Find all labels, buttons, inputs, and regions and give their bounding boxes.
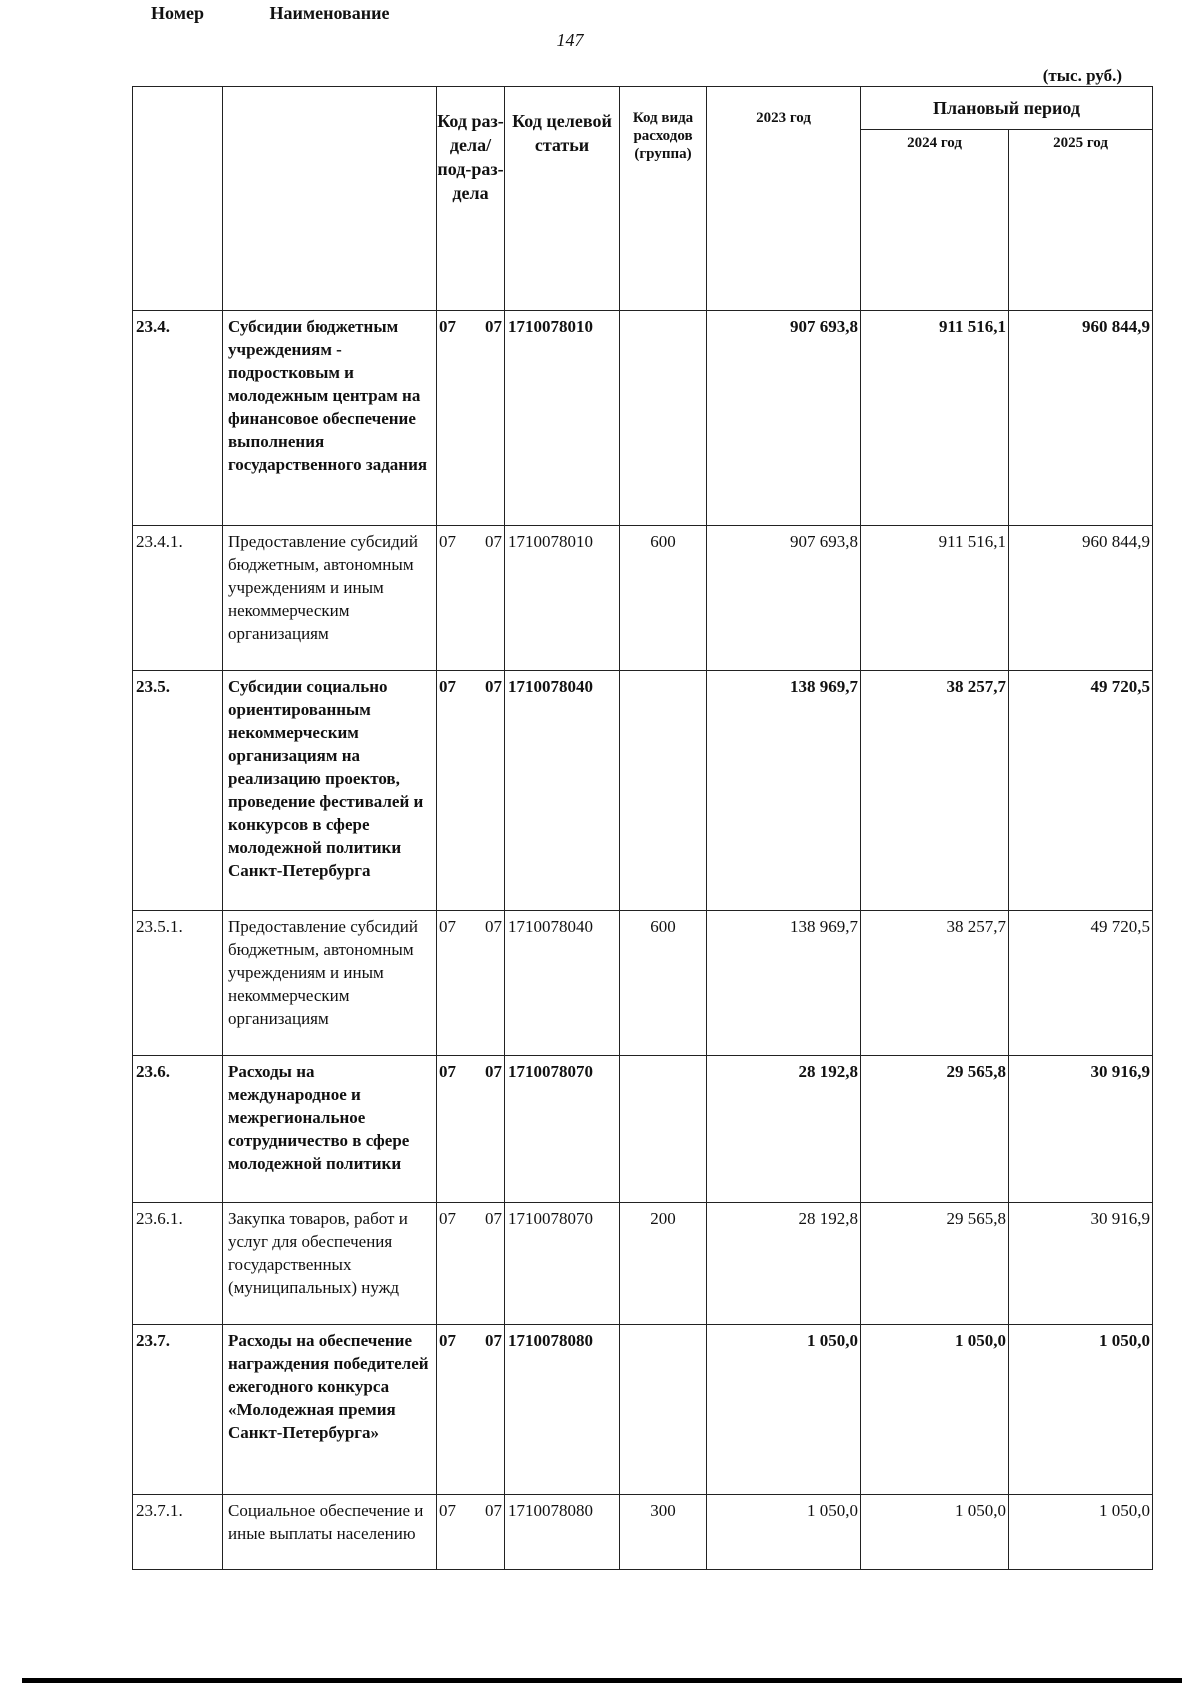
row-amount-2024: 1 050,0 xyxy=(861,1325,1009,1495)
table-row xyxy=(133,311,1153,526)
units-label: (тыс. руб.) xyxy=(1042,66,1122,85)
page-number: 147 xyxy=(556,30,584,50)
header-year-2025: 2025 год xyxy=(1009,130,1153,311)
row-number: 23.4. xyxy=(133,311,223,526)
row-section: 07 07 xyxy=(437,671,505,911)
row-target-code: 1710078040 xyxy=(505,911,620,1056)
row-amount-2025: 30 916,9 xyxy=(1009,1056,1153,1203)
row-amount-2024: 1 050,0 xyxy=(861,1495,1009,1570)
row-amount-2023: 907 693,8 xyxy=(707,311,861,526)
row-target-code: 1710078010 xyxy=(505,311,620,526)
row-number: 23.7.1. xyxy=(133,1495,223,1570)
row-amount-2023: 28 192,8 xyxy=(707,1056,861,1203)
header-target-code: Код целевой статьи xyxy=(505,87,620,311)
header-planning-period: Плановый период xyxy=(861,87,1153,130)
row-target-code: 1710078070 xyxy=(505,1056,620,1203)
row-amount-2025: 49 720,5 xyxy=(1009,911,1153,1056)
row-target-code: 1710078010 xyxy=(505,526,620,671)
row-amount-2025: 49 720,5 xyxy=(1009,671,1153,911)
row-section: 07 07 xyxy=(437,1056,505,1203)
header-name: Наименование xyxy=(223,87,437,311)
row-target-code: 1710078040 xyxy=(505,671,620,911)
row-name: Субсидии бюджетным учреждениям - подростковым и молодежным центрам на финансовое обеспечение выполнения государственного задания xyxy=(223,311,437,526)
table-row xyxy=(133,911,1153,1056)
row-amount-2024: 29 565,8 xyxy=(861,1203,1009,1325)
row-amount-2023: 138 969,7 xyxy=(707,911,861,1056)
row-number: 23.6.1. xyxy=(133,1203,223,1325)
header-section-code: Код раз-дела/ под-раз-дела xyxy=(437,87,505,311)
row-amount-2023: 1 050,0 xyxy=(707,1325,861,1495)
row-section: 07 07 xyxy=(437,1495,505,1570)
header-expense-type: Код вида расходов (группа) xyxy=(620,87,707,311)
table-row xyxy=(133,1325,1153,1495)
header-year-2023: 2023 год xyxy=(707,87,861,311)
row-amount-2023: 1 050,0 xyxy=(707,1495,861,1570)
row-number: 23.5.1. xyxy=(133,911,223,1056)
row-amount-2024: 911 516,1 xyxy=(861,311,1009,526)
row-name: Субсидии социально ориентированным некоммерческим организациям на реализацию проектов, проведение фестивалей и конкурсов в сфере молодежной политики Санкт-Петербурга xyxy=(223,671,437,911)
row-section: 07 07 xyxy=(437,1325,505,1495)
row-target-code: 1710078080 xyxy=(505,1325,620,1495)
row-name: Социальное обеспечение и иные выплаты населению xyxy=(223,1495,437,1570)
row-number: 23.7. xyxy=(133,1325,223,1495)
row-section: 07 07 xyxy=(437,911,505,1056)
row-expense-type: 600 xyxy=(620,911,707,1056)
row-amount-2023: 28 192,8 xyxy=(707,1203,861,1325)
row-amount-2023: 138 969,7 xyxy=(707,671,861,911)
row-amount-2025: 1 050,0 xyxy=(1009,1495,1153,1570)
row-expense-type: 200 xyxy=(620,1203,707,1325)
row-amount-2025: 1 050,0 xyxy=(1009,1325,1153,1495)
row-number: 23.5. xyxy=(133,671,223,911)
row-target-code: 1710078070 xyxy=(505,1203,620,1325)
row-name: Предоставление субсидий бюджетным, автономным учреждениям и иным некоммерческим организациям xyxy=(223,526,437,671)
row-section: 07 07 xyxy=(437,526,505,671)
row-section: 07 07 xyxy=(437,1203,505,1325)
row-name: Закупка товаров, работ и услуг для обеспечения государственных (муниципальных) нужд xyxy=(223,1203,437,1325)
row-amount-2024: 38 257,7 xyxy=(861,671,1009,911)
row-amount-2025: 960 844,9 xyxy=(1009,311,1153,526)
table-row xyxy=(133,671,1153,911)
row-name: Расходы на международное и межрегиональное сотрудничество в сфере молодежной политики xyxy=(223,1056,437,1203)
row-amount-2023: 907 693,8 xyxy=(707,526,861,671)
row-number: 23.4.1. xyxy=(133,526,223,671)
row-amount-2024: 911 516,1 xyxy=(861,526,1009,671)
row-name: Предоставление субсидий бюджетным, автономным учреждениям и иным некоммерческим организациям xyxy=(223,911,437,1056)
table-row xyxy=(133,1495,1153,1570)
table-row xyxy=(133,526,1153,671)
row-expense-type xyxy=(620,311,707,526)
header-year-2024: 2024 год xyxy=(861,130,1009,311)
footer-rule xyxy=(22,1678,1182,1683)
row-expense-type xyxy=(620,671,707,911)
row-name: Расходы на обеспечение награждения победителей ежегодного конкурса «Молодежная премия Санкт-Петербурга» xyxy=(223,1325,437,1495)
row-amount-2024: 29 565,8 xyxy=(861,1056,1009,1203)
row-expense-type xyxy=(620,1325,707,1495)
row-amount-2025: 960 844,9 xyxy=(1009,526,1153,671)
row-number: 23.6. xyxy=(133,1056,223,1203)
row-target-code: 1710078080 xyxy=(505,1495,620,1570)
header-number: Номер xyxy=(133,87,223,311)
table-row xyxy=(133,1203,1153,1325)
table-row xyxy=(133,1056,1153,1203)
row-amount-2025: 30 916,9 xyxy=(1009,1203,1153,1325)
row-expense-type xyxy=(620,1056,707,1203)
row-section: 07 07 xyxy=(437,311,505,526)
row-expense-type: 600 xyxy=(620,526,707,671)
row-expense-type: 300 xyxy=(620,1495,707,1570)
row-amount-2024: 38 257,7 xyxy=(861,911,1009,1056)
